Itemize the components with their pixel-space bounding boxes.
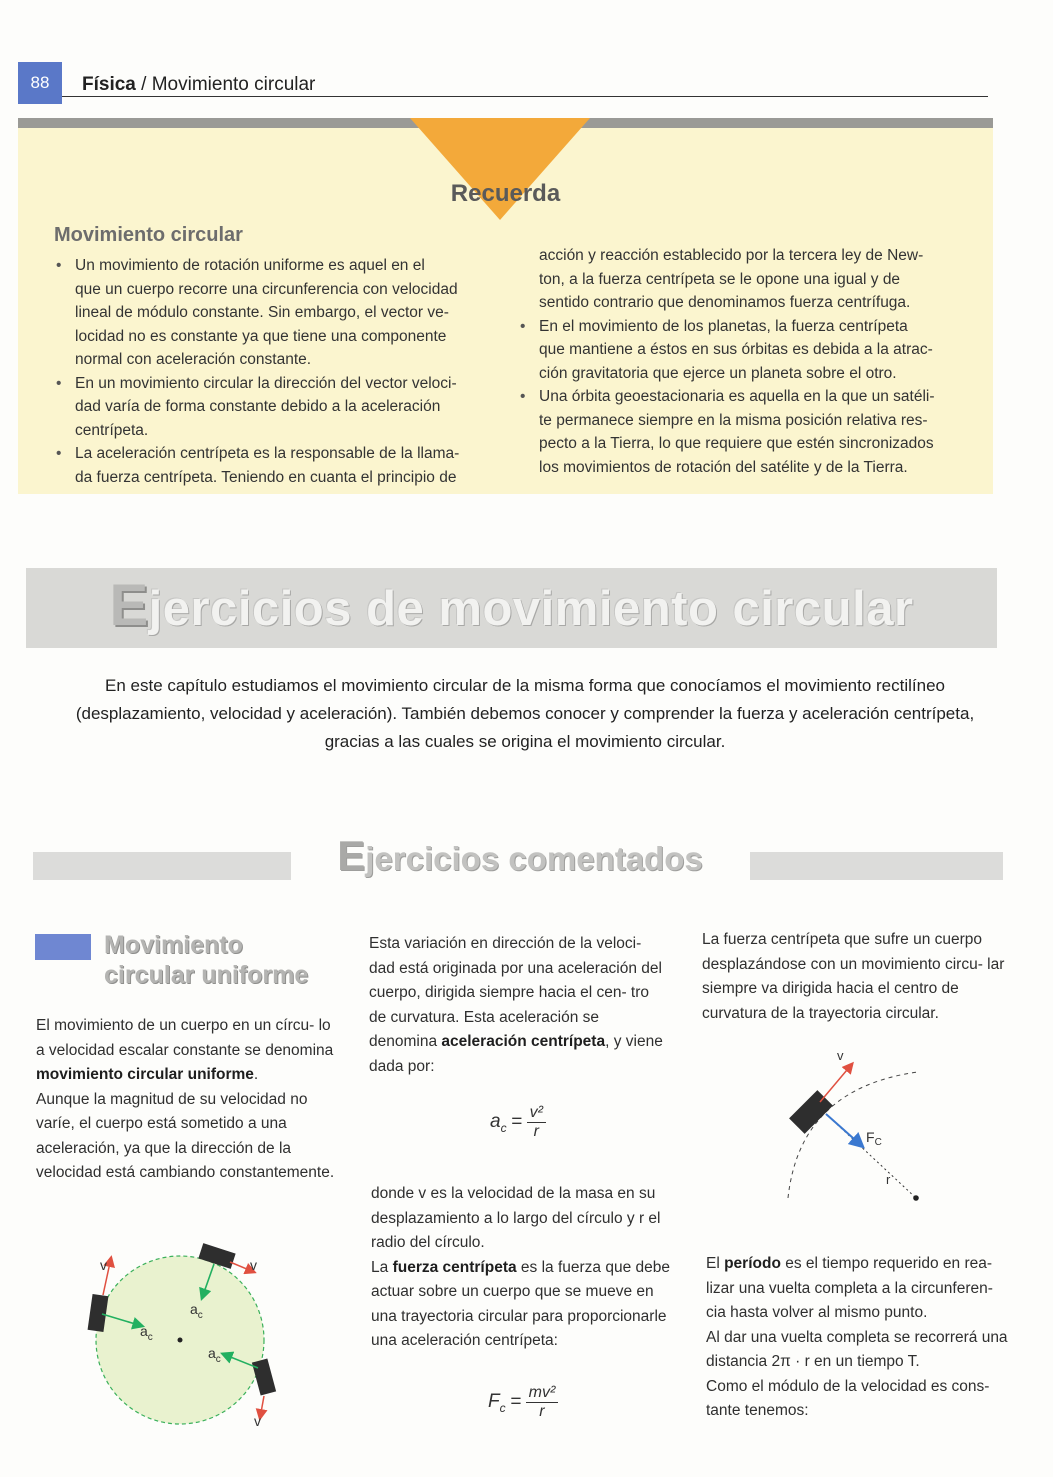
text-line: te permanece siempre en la misma posición relativa res- (539, 411, 928, 429)
numerator: mv² (526, 1384, 559, 1403)
bold-term: período (724, 1255, 781, 1272)
recuerda-bullet (54, 372, 506, 443)
running-header (82, 74, 315, 96)
section-bar-left (33, 852, 291, 880)
text-line: En este capítulo estudiamos el movimiento circular de la misma forma que conocíamos el movimiento rectilíneo (105, 676, 945, 695)
text-line: normal con aceleración constante. (75, 351, 312, 368)
intro-paragraph (30, 672, 1020, 756)
text-span: La (371, 1258, 393, 1276)
recuerda-box (18, 118, 993, 494)
uniform-circular-motion-diagram (78, 1240, 288, 1430)
text-line: centrípeta. (75, 421, 149, 439)
denominator: r (539, 1403, 545, 1420)
text-line: locidad no es constante ya que tiene una componente (75, 327, 447, 345)
subsection-title (104, 930, 308, 990)
main-title-initial: E (109, 573, 149, 638)
text-line: acción y reacción establecido por la tercera ley de New- (539, 247, 924, 264)
paragraph (371, 1256, 681, 1354)
center-point (178, 1338, 183, 1343)
recuerda-title: Recuerda (450, 180, 561, 207)
subsection-title-line: circular uniforme (104, 961, 309, 989)
formula-equals: = (510, 1391, 522, 1413)
recuerda-bullet (54, 254, 506, 372)
main-title (26, 572, 997, 639)
text-line: • Un movimiento de rotación uniforme es aquel en el (75, 257, 425, 274)
text-span: es la fuerza que debe actuar sobre un cuerpo que se mueve en una trayectoria circular para proporcionarle una aceleración centrípeta: (371, 1258, 670, 1349)
recuerda-triangle (18, 118, 993, 228)
text-line: que mantiene a éstos en sus órbitas es debida a la atrac- (539, 341, 933, 358)
formula-fraction (526, 1384, 559, 1421)
centripetal-force-formula (488, 1384, 558, 1421)
bold-term: aceleración centrípeta (441, 1033, 606, 1050)
text-line: • En un movimiento circular la dirección del vector veloci- (75, 374, 457, 392)
recuerda-subtitle: Movimiento circular (54, 224, 243, 246)
label-r: r (886, 1172, 891, 1187)
header-subject: Física (82, 74, 136, 95)
text-span: El movimiento de un cuerpo en un círcu- lo a velocidad escalar constante se denomina (36, 1017, 334, 1059)
label-ac: $a_c$ (190, 1301, 203, 1321)
paragraph: La fuerza centrípeta que sufre un cuerpo desplazándose con un movimiento circu- lar siempre va dirigida hacia el centro de curvatura de la trayectoria circular. (702, 931, 1005, 1022)
section-title (300, 832, 740, 880)
paragraph: Al dar una vuelta completa se recorrerá una distancia 2π · r en un tiempo T. (706, 1328, 1008, 1370)
label-v: v (254, 1413, 261, 1429)
centripetal-force-diagram (770, 1048, 930, 1208)
velocity-arrow (820, 1064, 852, 1102)
header-separator: / (135, 74, 152, 95)
paragraph (36, 1014, 336, 1088)
label-ac: $a_c$ (208, 1345, 221, 1365)
text-line: lineal de módulo constante. Sin embargo, el vector ve- (75, 304, 449, 321)
text-line: ton, a la fuerza centrípeta se le opone una igual y de (539, 270, 901, 288)
text-line: • La aceleración centrípeta es la responsable de la llama- (75, 445, 460, 462)
text-line: ción gravitatoria que ejerce un planeta sobre el otro. (539, 364, 897, 382)
text-line: • En el movimiento de los planetas, la fuerza centrípeta (539, 317, 908, 335)
center-point (913, 1195, 919, 1201)
paragraph (706, 1252, 1016, 1326)
paragraph (369, 932, 669, 1079)
label-v: v (250, 1257, 257, 1273)
recuerda-bullet (54, 442, 506, 489)
text-line: gracias a las cuales se origina el movimiento circular. (324, 732, 726, 751)
text-line: da fuerza centrípeta. Teniendo en cuanta el principio de (75, 468, 457, 486)
section-bar-right (750, 852, 1003, 880)
recuerda-continuation (518, 244, 958, 315)
paragraph: donde v es la velocidad de la masa en su desplazamiento a lo largo del círculo y r el radio del círculo. (371, 1185, 661, 1251)
paragraph: Como el módulo de la velocidad es cons- tante tenemos: (706, 1377, 990, 1419)
recuerda-bullet (518, 315, 958, 386)
text-span: , y viene dada por: (369, 1033, 663, 1075)
column-3-text-top (702, 928, 1012, 1026)
formula-equals: = (511, 1111, 523, 1133)
text-span: El (706, 1255, 725, 1272)
text-line: dad varía de forma constante debido a la aceleración (75, 398, 441, 415)
column-2-text-top (369, 932, 669, 1079)
column-2-text-bottom (371, 1182, 681, 1354)
section-marker (35, 934, 91, 960)
force-arrow (826, 1114, 862, 1146)
label-v: v (100, 1257, 107, 1273)
centripetal-acceleration-formula (490, 1104, 546, 1141)
subsection-title-line: Movimiento (104, 931, 243, 959)
moving-body (789, 1090, 833, 1134)
text-line: sentido contrario que denominamos fuerza centrífuga. (539, 294, 911, 311)
text-line: • Una órbita geoestacionaria es aquella en la que un satéli- (539, 388, 935, 405)
page-number: 88 (18, 62, 62, 104)
header-chapter: Movimiento circular (151, 74, 316, 95)
section-title-rest: jercicios comentados (365, 840, 703, 877)
label-ac: $a_c$ (140, 1323, 153, 1343)
column-3-text-bottom (706, 1252, 1016, 1424)
paragraph: Aunque la magnitud de su velocidad no varíe, el cuerpo está sometido a una aceleración, ya que la dirección de la velocidad está cambiando constantemente. (36, 1090, 335, 1181)
bold-term: fuerza centrípeta (392, 1258, 517, 1276)
recuerda-left-column (54, 254, 506, 489)
header-rule (62, 96, 988, 97)
trajectory-arc (788, 1072, 918, 1198)
formula-lhs: $F_c$ (488, 1390, 506, 1415)
section-title-initial: E (337, 832, 366, 879)
text-line: (desplazamiento, velocidad y aceleración). También debemos conocer y comprender la fuerza y aceleración centrípeta, (75, 704, 975, 723)
text-line: los movimientos de rotación del satélite y de la Tierra. (539, 458, 908, 476)
main-title-banner (26, 568, 997, 648)
denominator: r (533, 1123, 539, 1140)
text-span: Esta variación en dirección de la veloci- dad está originada por una aceleración del cuerpo, dirigida siempre hacia el cen- tro de curvatura. Esta aceleración se denomina (369, 935, 662, 1050)
text-line: que un cuerpo recorre una circunferencia con velocidad (75, 280, 458, 298)
recuerda-right-column (518, 244, 958, 479)
formula-lhs: $a_c$ (490, 1110, 507, 1135)
label-v: v (837, 1048, 844, 1063)
formula-fraction (527, 1104, 546, 1141)
text-span: . (253, 1066, 259, 1083)
label-fc: $F_C$ (866, 1129, 882, 1148)
recuerda-bullet (518, 385, 958, 479)
numerator: v² (527, 1104, 546, 1123)
text-span: es el tiempo requerido en rea- lizar una vuelta completa a la circunferen- cia hasta volver al mismo punto. (706, 1255, 993, 1321)
text-line: pecto a la Tierra, lo que requiere que estén sincronizados (539, 435, 934, 452)
main-title-rest: jercicios de movimiento circular (148, 582, 914, 636)
column-1-text (36, 1014, 336, 1186)
bold-term: movimiento circular uniforme (36, 1066, 254, 1083)
